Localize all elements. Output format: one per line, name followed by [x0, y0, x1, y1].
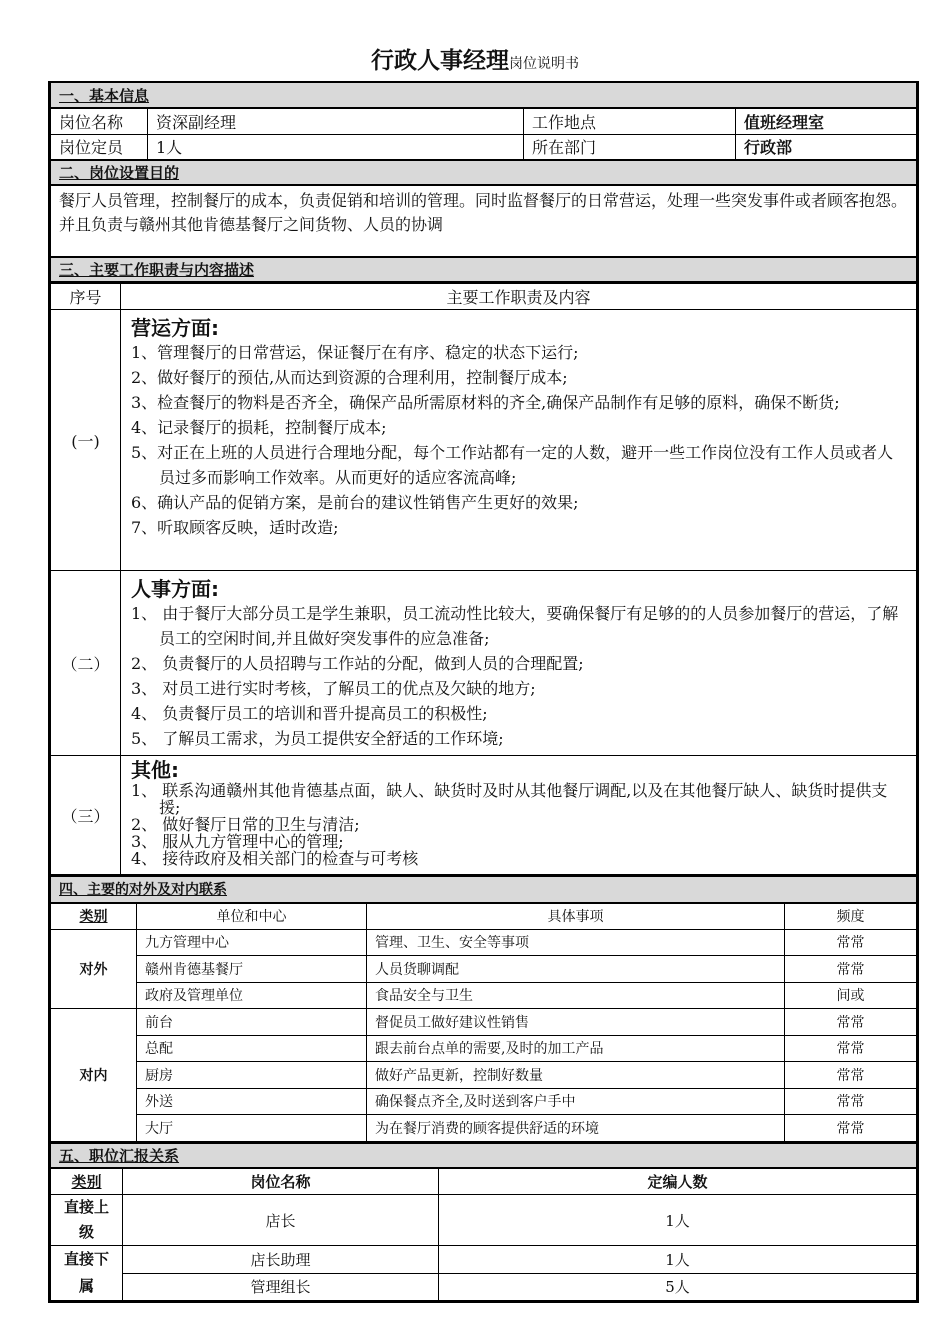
duty-group-other — [121, 756, 917, 875]
value-headcount: 1人 — [148, 134, 524, 160]
duty-item: 4、记录餐厅的损耗，控制餐厅成本; — [131, 418, 387, 437]
label-department: 所在部门 — [524, 134, 736, 160]
contact-frequency: 间或 — [785, 982, 917, 1009]
contacts-table — [50, 875, 917, 1142]
value-position-name: 资深副经理 — [148, 108, 524, 134]
contact-frequency: 常常 — [785, 1035, 917, 1062]
contact-unit: 前台 — [137, 1009, 367, 1036]
duties-col-content: 主要工作职责及内容 — [121, 284, 917, 310]
contact-unit: 政府及管理单位 — [137, 982, 367, 1009]
contact-matter: 督促员工做好建议性销售 — [367, 1009, 785, 1036]
label-position-name: 岗位名称 — [51, 108, 148, 134]
duty-group-personnel — [121, 571, 917, 756]
duty-group-no: （三） — [51, 756, 121, 875]
title-sub: 岗位说明书 — [509, 56, 579, 72]
table-row — [51, 1273, 917, 1301]
contact-unit: 大厅 — [137, 1115, 367, 1142]
category-superior: 直接上级 — [51, 1195, 123, 1246]
value-work-location: 值班经理室 — [736, 108, 917, 134]
value-department: 行政部 — [736, 134, 917, 160]
contact-unit: 外送 — [137, 1088, 367, 1115]
duty-item: 1、 由于餐厅大部分员工是学生兼职，员工流动性比较大，要确保餐厅有足够的的人员参加餐厅的营运，了解员工的空闲时间,并且做好突发事件的应急准备; — [131, 604, 899, 648]
table-row — [51, 982, 917, 1009]
duty-item: 2、 负责餐厅的人员招聘与工作站的分配，做到人员的合理配置; — [131, 654, 584, 673]
purpose-text: 餐厅人员管理，控制餐厅的成本，负责促销和培训的管理。同时监督餐厅的日常营运，处理一些突发事件或者顾客抱怨。并且负责与赣州其他肯德基餐厅之间货物、人员的协调 — [51, 185, 917, 257]
contact-frequency: 常常 — [785, 956, 917, 983]
duty-item: 3、 服从九方管理中心的管理; — [131, 832, 344, 851]
duty-item: 2、做好餐厅的预估,从而达到资源的合理利用，控制餐厅成本; — [131, 368, 568, 387]
superior-position: 店长 — [123, 1195, 439, 1246]
section-reporting: 五、职位汇报关系 — [51, 1143, 917, 1168]
document-title — [0, 42, 950, 75]
duty-group-no: （二） — [51, 571, 121, 756]
subordinate-position: 管理组长 — [123, 1273, 439, 1301]
category-internal: 对内 — [51, 1009, 137, 1142]
label-headcount: 岗位定员 — [51, 134, 148, 160]
section-contacts: 四、主要的对外及对内联系 — [51, 876, 917, 903]
duty-item: 5、对正在上班的人员进行合理地分配，每个工作站都有一定的人数，避开一些工作岗位没有工作人员或者人员过多而影响工作效率。从而更好的适应客流高峰; — [131, 443, 894, 487]
contact-unit: 赣州肯德基餐厅 — [137, 956, 367, 983]
title-main: 行政人事经理 — [371, 47, 509, 74]
reporting-table — [50, 1142, 917, 1302]
superior-headcount: 1人 — [439, 1195, 917, 1246]
duty-group-operations — [121, 310, 917, 571]
table-row — [51, 1115, 917, 1142]
contact-matter: 跟去前台点单的需要,及时的加工产品 — [367, 1035, 785, 1062]
contact-unit: 九方管理中心 — [137, 929, 367, 956]
subordinate-headcount: 1人 — [439, 1246, 917, 1274]
contact-frequency: 常常 — [785, 1088, 917, 1115]
duty-item: 1、管理餐厅的日常营运，保证餐厅在有序、稳定的状态下运行; — [131, 343, 579, 362]
table-row — [51, 1035, 917, 1062]
contact-matter: 管理、卫生、安全等事项 — [367, 929, 785, 956]
duty-item: 4、 负责餐厅员工的培训和晋升提高员工的积极性; — [131, 704, 488, 723]
duty-item: 5、 了解员工需求，为员工提供安全舒适的工作环境; — [131, 729, 504, 748]
contact-frequency: 常常 — [785, 1062, 917, 1089]
contact-frequency: 常常 — [785, 1115, 917, 1142]
subordinate-headcount: 5人 — [439, 1273, 917, 1301]
duty-item: 6、确认产品的促销方案，是前台的建议性销售产生更好的效果; — [131, 493, 579, 512]
category-subordinate: 直接下属 — [51, 1246, 123, 1301]
table-row — [51, 956, 917, 983]
table-row — [51, 1062, 917, 1089]
contact-matter: 人员货聊调配 — [367, 956, 785, 983]
contact-frequency: 常常 — [785, 929, 917, 956]
table-row — [51, 1195, 917, 1246]
duty-item: 7、听取顾客反映，适时改造; — [131, 518, 339, 537]
contacts-header-matter: 具体事项 — [367, 903, 785, 930]
duty-heading: 其他: — [131, 758, 179, 782]
reporting-header-position: 岗位名称 — [123, 1168, 439, 1195]
contacts-header-unit: 单位和中心 — [137, 903, 367, 930]
section-basic-info: 一、基本信息 — [51, 83, 917, 108]
label-work-location: 工作地点 — [524, 108, 736, 134]
duty-item: 3、检查餐厅的物料是否齐全，确保产品所需原材料的齐全,确保产品制作有足够的原料，确保不断货; — [131, 393, 840, 412]
category-external: 对外 — [51, 929, 137, 1009]
reporting-header-category: 类别 — [51, 1168, 123, 1195]
contact-matter: 为在餐厅消费的顾客提供舒适的环境 — [367, 1115, 785, 1142]
table-row — [51, 929, 917, 956]
duty-item: 2、 做好餐厅日常的卫生与清洁; — [131, 815, 360, 834]
duty-item: 4、 接待政府及相关部门的检查与可考核 — [131, 849, 419, 868]
contact-unit: 厨房 — [137, 1062, 367, 1089]
section-duties: 三、主要工作职责与内容描述 — [51, 257, 917, 282]
duty-group-no: (一) — [51, 310, 121, 571]
duty-item: 1、 联系沟通赣州其他肯德基点面，缺人、缺货时及时从其他餐厅调配,以及在其他餐厅缺人、缺货时提供支援; — [131, 781, 888, 817]
contact-matter: 食品安全与卫生 — [367, 982, 785, 1009]
contact-matter: 确保餐点齐全,及时送到客户手中 — [367, 1088, 785, 1115]
contacts-header-category: 类别 — [51, 903, 137, 930]
table-row — [51, 1009, 917, 1036]
contact-frequency: 常常 — [785, 1009, 917, 1036]
reporting-header-headcount: 定编人数 — [439, 1168, 917, 1195]
contact-unit: 总配 — [137, 1035, 367, 1062]
section-purpose: 二、岗位设置目的 — [51, 160, 917, 185]
subordinate-position: 店长助理 — [123, 1246, 439, 1274]
duties-table — [50, 283, 917, 875]
contact-matter: 做好产品更新，控制好数量 — [367, 1062, 785, 1089]
table-row — [51, 1246, 917, 1274]
duty-heading: 营运方面: — [131, 316, 219, 340]
duty-item: 3、 对员工进行实时考核，了解员工的优点及欠缺的地方; — [131, 679, 536, 698]
duty-heading: 人事方面: — [131, 577, 219, 601]
contacts-header-frequency: 频度 — [785, 903, 917, 930]
table-row — [51, 1088, 917, 1115]
job-description-sheet — [48, 81, 919, 1303]
duties-col-no: 序号 — [51, 284, 121, 310]
basic-info-table — [50, 83, 917, 283]
